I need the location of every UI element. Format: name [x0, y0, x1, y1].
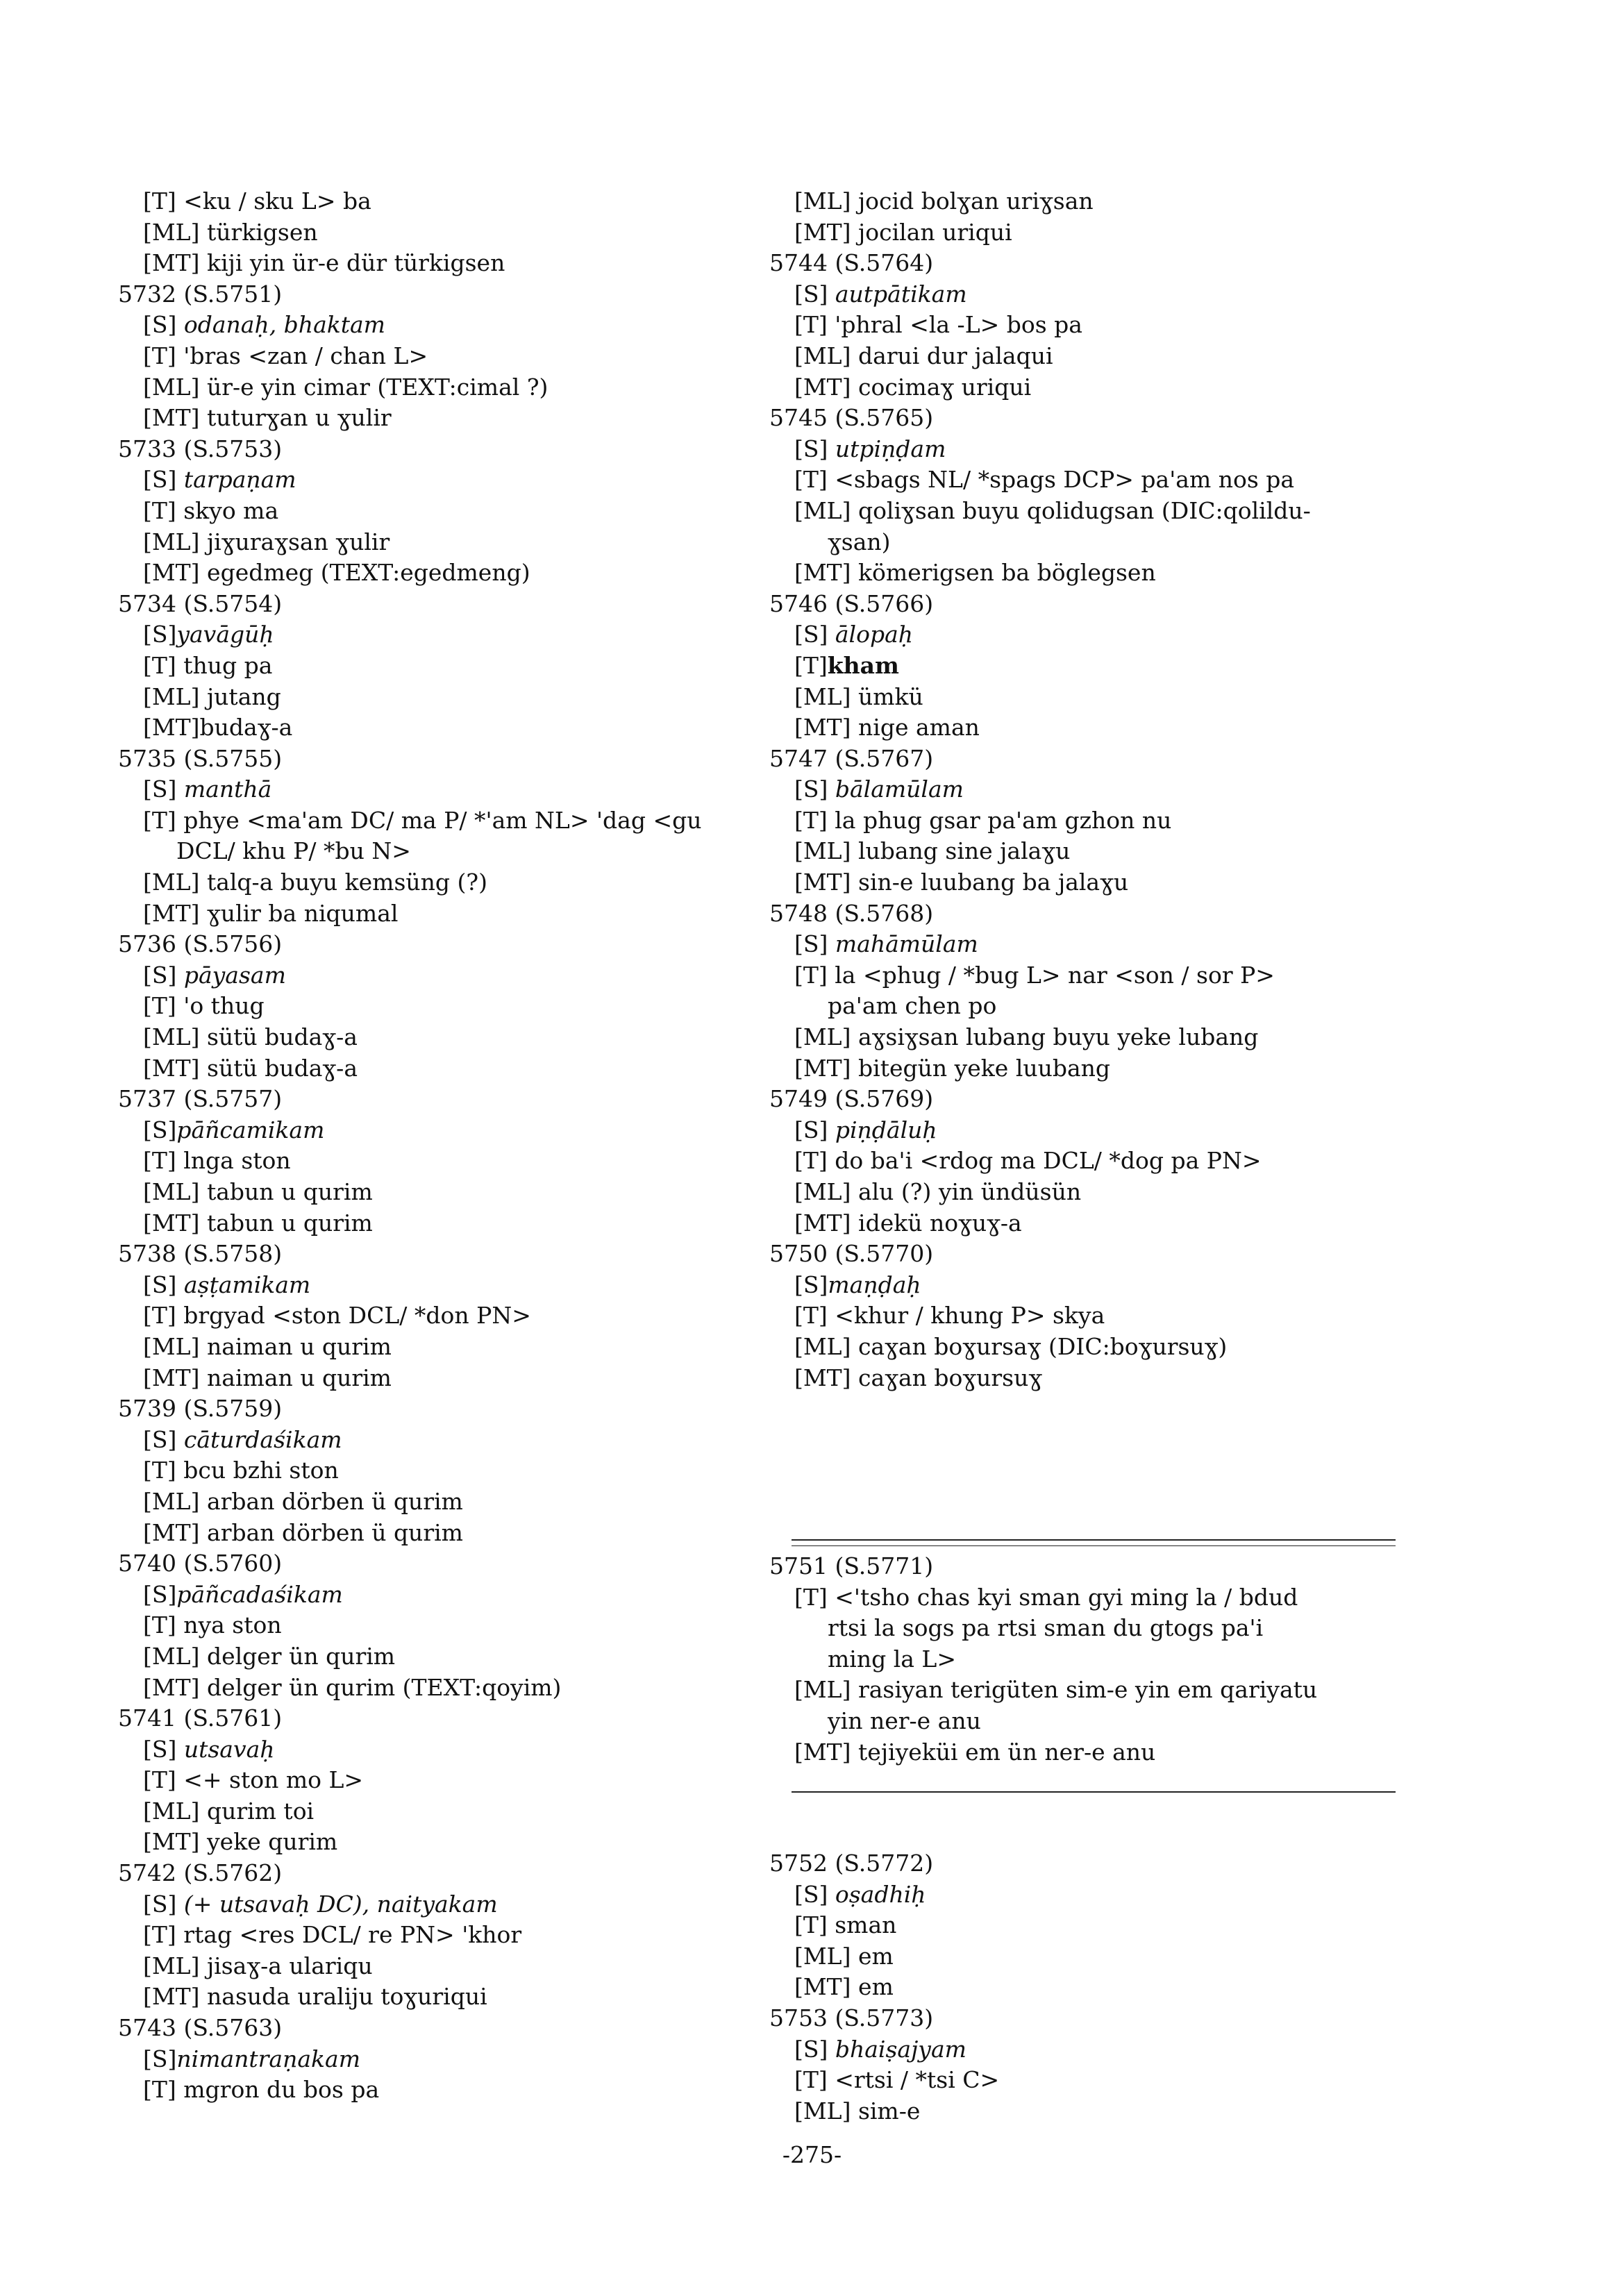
entry-text: [MT] nasuda uraliju toɣuriqui [143, 1983, 487, 2011]
entry-text: [T] [794, 651, 828, 679]
entry-text: [MT] cocimaɣ uriqui [794, 373, 1032, 401]
entry-text: [MT] arban dörben ü qurim [143, 1518, 463, 1546]
entry-number [118, 1393, 757, 1425]
entry-text: [ML] qoliɣsan buyu qolidugsan (DIC:qolildu- [794, 496, 1311, 524]
entry-text: [T] thug pa [143, 651, 273, 679]
entry-line [118, 527, 757, 558]
entry-line [118, 1734, 757, 1766]
entry-text: 5751 (S.5771) [769, 1552, 934, 1579]
entry-text: [MT]budaɣ-a [143, 714, 293, 741]
entry-line [769, 2065, 999, 2096]
entry-number [118, 279, 757, 310]
sanskrit-term: utpiṇḍam [835, 435, 946, 462]
entry-text: 5737 (S.5757) [118, 1085, 283, 1113]
entry-text: [T] lnga ston [143, 1147, 291, 1175]
entry-text: [ML] delger ün qurim [143, 1642, 396, 1670]
entry-text: [S] [143, 1116, 177, 1143]
entry-text: [S] [143, 311, 184, 339]
entry-number [769, 898, 1408, 930]
entry-text: [T] la phug gsar pa'am gzhon nu [794, 806, 1172, 834]
entry-text: [T] skyo ma [143, 496, 279, 524]
entry-text: [MT] jocilan uriqui [794, 218, 1012, 246]
entry-text: [MT] caɣan boɣursuɣ [794, 1364, 1043, 1391]
entry-line [769, 279, 1408, 310]
entry-number [769, 248, 1408, 279]
sanskrit-term: utsavaḥ [183, 1735, 275, 1763]
entry-number [769, 2003, 999, 2034]
entry-text: [ML] tabun u qurim [143, 1178, 373, 1205]
entry-line [769, 186, 1408, 217]
entry-text: pa'am chen po [828, 992, 997, 1020]
entry-line [118, 682, 757, 713]
entry-text: 5736 (S.5756) [118, 930, 283, 958]
entry-text: [MT] naiman u qurim [143, 1364, 392, 1391]
entry-text: 5747 (S.5767) [769, 744, 934, 772]
entry-line [118, 712, 757, 744]
entry-text: [S] [143, 1425, 184, 1453]
entry-text: [S] [794, 1880, 835, 1908]
entry-line [118, 217, 757, 249]
entry-text: [ML] qurim toi [143, 1797, 315, 1825]
entry-text: [T] rtag <res DCL/ re PN> 'khor [143, 1921, 522, 1949]
entry-line [769, 341, 1408, 372]
entry-continuation [769, 1613, 1317, 1644]
entry-line [769, 1879, 999, 1911]
entry-text: 5745 (S.5765) [769, 404, 934, 432]
entry-line [769, 1363, 1408, 1394]
entry-text: [MT] kiji yin ür-e dür türkigsen [143, 249, 505, 277]
entry-text: 5732 (S.5751) [118, 280, 283, 308]
entry-text: [S] [794, 280, 835, 308]
sanskrit-term: maṇḍaḥ [828, 1271, 921, 1298]
sanskrit-term: cāturdaśikam [183, 1425, 342, 1453]
entry-line [118, 1115, 757, 1146]
entry-line [769, 434, 1408, 465]
entry-text: [T] <sbags NL/ *spags DCP> pa'am nos pa [794, 466, 1295, 494]
right-column-top [769, 186, 1408, 1393]
entry-number [769, 589, 1408, 620]
entry-line [769, 1941, 999, 1972]
entry-line [118, 2075, 757, 2106]
entry-line [769, 682, 1408, 713]
entry-line [769, 1053, 1408, 1084]
entry-text: yin ner-e anu [828, 1707, 981, 1734]
entry-line [118, 1641, 757, 1673]
entry-text: [T] <rtsi / *tsi C> [794, 2066, 1000, 2094]
entry-text: [T] <khur / khung P> skya [794, 1302, 1105, 1330]
entry-line [118, 310, 757, 341]
entry-line [118, 1363, 757, 1394]
entry-text: [MT] idekü noɣuɣ-a [794, 1209, 1022, 1237]
entry-text: [MT] ɣulir ba niqumal [143, 899, 399, 927]
sanskrit-term: pāñcamikam [176, 1116, 325, 1143]
entry-line [769, 1022, 1408, 1053]
sanskrit-term: nimantraṇakam [176, 2045, 360, 2072]
entry-line [769, 2096, 999, 2127]
entry-text: DCL/ khu P/ *bu N> [176, 837, 411, 865]
entry-line [118, 1425, 757, 1456]
entry-line [769, 464, 1408, 496]
entry-text: [ML] jisaɣ-a ulariqu [143, 1952, 373, 1979]
entry-text: [S] [794, 621, 835, 648]
entry-number [769, 403, 1408, 434]
entry-text: [ML] jocid bolɣan uriɣsan [794, 187, 1094, 215]
sanskrit-term: (+ utsavaḥ DC), naityakam [183, 1890, 498, 1918]
entry-line [118, 341, 757, 372]
entry-text: [MT] tejiyeküi em ün ner-e anu [794, 1738, 1156, 1766]
entry-text: 5752 (S.5772) [769, 1850, 934, 1877]
entry-line [118, 1981, 757, 2013]
entry-line [769, 558, 1408, 589]
entry-number [118, 1703, 757, 1734]
entry-line [118, 1579, 757, 1611]
entry-continuation [769, 1644, 1317, 1675]
sanskrit-term: pāñcadaśikam [176, 1580, 343, 1608]
entry-line [769, 1115, 1408, 1146]
entry-line [769, 867, 1408, 898]
entry-line [769, 774, 1408, 805]
entry-line [769, 805, 1408, 837]
entry-line [118, 991, 757, 1022]
entry-line [118, 558, 757, 589]
entry-text: [ML] sütü budaɣ-a [143, 1023, 358, 1051]
entry-text: [ML] jiɣuraɣsan ɣulir [143, 528, 390, 555]
entry-text: ming la L> [828, 1645, 956, 1673]
entry-text: [T] <'tsho chas kyi sman gyi ming la / bdud [794, 1583, 1298, 1611]
entry-text: [S] [143, 1735, 184, 1763]
sanskrit-term: manthā [183, 776, 272, 803]
entry-line [118, 1610, 757, 1641]
boxed-entry [769, 1551, 1317, 1768]
entry-line [118, 1177, 757, 1208]
entry-text: [ML] naiman u qurim [143, 1332, 392, 1360]
entry-text: [ML] sim-e [794, 2097, 921, 2125]
entry-number [118, 2013, 757, 2044]
entry-line [118, 1796, 757, 1827]
entry-line [769, 1910, 999, 1941]
entry-line [118, 372, 757, 403]
entry-number [769, 1551, 1317, 1582]
entry-line [769, 1146, 1408, 1177]
entry-line [769, 496, 1408, 527]
entry-line [769, 1582, 1317, 1614]
sanskrit-term: bālamūlam [835, 776, 964, 803]
entry-line [118, 248, 757, 279]
section-rule-top [792, 1539, 1396, 1541]
entry-line [118, 1486, 757, 1518]
sanskrit-term: aṣṭamikam [183, 1271, 311, 1298]
entry-text: 5742 (S.5762) [118, 1859, 283, 1887]
entry-line [118, 1455, 757, 1486]
entry-line [769, 372, 1408, 403]
entry-line [118, 1920, 757, 1951]
entry-text: [S] [143, 1271, 184, 1298]
entry-text: [S] [143, 776, 184, 803]
entry-text: [ML] türkigsen [143, 218, 318, 246]
entry-line [769, 1208, 1408, 1239]
entry-number [769, 1848, 999, 1879]
entry-continuation [769, 991, 1408, 1022]
entry-text: [T] brgyad <ston DCL/ *don PN> [143, 1302, 531, 1330]
left-column [118, 186, 757, 2106]
entry-number [118, 1858, 757, 1889]
entry-line [769, 1300, 1408, 1332]
entry-line [118, 1146, 757, 1177]
entry-text: [S] [143, 1580, 177, 1608]
sanskrit-term: autpātikam [835, 280, 967, 308]
entry-text: 5744 (S.5764) [769, 249, 934, 277]
entry-text: [S] [794, 2035, 835, 2063]
entry-line [118, 651, 757, 682]
sanskrit-term: odanaḥ, bhaktam [183, 311, 385, 339]
entry-text: [S] [143, 466, 184, 494]
sanskrit-term: bhaiṣajyam [835, 2035, 966, 2063]
entry-text: [S] [794, 776, 835, 803]
entry-line [769, 1332, 1408, 1363]
entry-number [769, 1084, 1408, 1115]
entry-text: 5750 (S.5770) [769, 1240, 934, 1268]
entry-text: [ML] alu (?) yin ündüsün [794, 1178, 1082, 1205]
entry-text: [T] do ba'i <rdog ma DCL/ *dog pa PN> [794, 1147, 1262, 1175]
entry-text: [S] [143, 621, 177, 648]
entry-line [769, 712, 1408, 744]
entry-text: [ML] ümkü [794, 682, 923, 710]
entry-line [769, 619, 1408, 651]
entry-text: 5738 (S.5758) [118, 1240, 283, 1268]
entry-line [118, 805, 757, 837]
entry-line [118, 1208, 757, 1239]
entry-line [118, 1673, 757, 1704]
entry-line [118, 867, 757, 898]
entry-text: [MT] sin-e luubang ba jalaɣu [794, 869, 1129, 896]
sanskrit-term: pāyasam [183, 961, 286, 989]
entry-continuation [769, 1706, 1317, 1737]
entry-text: ɣsan) [828, 528, 891, 555]
entry-text: 5740 (S.5760) [118, 1550, 283, 1577]
entry-text: [MT] em [794, 1973, 894, 2001]
entry-text: [ML] ür-e yin cimar (TEXT:cimal ?) [143, 373, 549, 401]
sanskrit-term: tarpaṇam [183, 466, 296, 494]
entry-text: [T] <+ ston mo L> [143, 1766, 364, 1794]
entry-line [769, 2034, 999, 2065]
entry-line [769, 1737, 1317, 1768]
entry-text: [T] phye <ma'am DC/ ma P/ *'am NL> 'dag <gu [143, 806, 702, 834]
entry-text: [T] la <phug / *bug L> nar <son / sor P> [794, 961, 1275, 989]
entry-text: 5748 (S.5768) [769, 899, 934, 927]
entry-number [769, 744, 1408, 775]
entry-text: [S] [794, 930, 835, 958]
right-column-bottom [769, 1848, 999, 2127]
entry-number [118, 929, 757, 960]
entry-number [769, 1239, 1408, 1270]
entry-line [118, 464, 757, 496]
sanskrit-term: ālopaḥ [835, 621, 914, 648]
entry-line [118, 2044, 757, 2075]
entry-text: [T] 'bras <zan / chan L> [143, 342, 428, 369]
section-rule-top-thin [792, 1545, 1396, 1546]
entry-text: 5734 (S.5754) [118, 589, 283, 617]
entry-text: [MT] sütü budaɣ-a [143, 1054, 358, 1082]
entry-number [118, 1548, 757, 1579]
entry-line [118, 1270, 757, 1301]
entry-line [118, 1518, 757, 1549]
sanskrit-term: piṇḍāluḥ [835, 1116, 937, 1143]
entry-line [118, 960, 757, 991]
entry-text: 5741 (S.5761) [118, 1704, 283, 1732]
entry-text: [T] mgron du bos pa [143, 2076, 380, 2104]
entry-line [118, 403, 757, 434]
entry-text: [S] [143, 961, 184, 989]
entry-text: [MT] egedmeg (TEXT:egedmeng) [143, 559, 530, 587]
entry-line [118, 1332, 757, 1363]
entry-text: 5743 (S.5763) [118, 2014, 283, 2042]
entry-line [118, 774, 757, 805]
entry-text: [T] nya ston [143, 1611, 282, 1639]
entry-number [118, 744, 757, 775]
entry-text: 5739 (S.5759) [118, 1395, 283, 1423]
entry-continuation [769, 527, 1408, 558]
entry-line [118, 1053, 757, 1084]
entry-text: [S] [794, 1271, 828, 1298]
entry-text: [ML] lubang sine jalaɣu [794, 837, 1071, 865]
entry-text: [MT] yeke qurim [143, 1828, 338, 1856]
entry-text: [T] sman [794, 1911, 897, 1939]
entry-line [769, 836, 1408, 867]
entry-line [118, 186, 757, 217]
entry-text: 5733 (S.5753) [118, 435, 283, 462]
entry-text: 5749 (S.5769) [769, 1085, 934, 1113]
entry-text: 5746 (S.5766) [769, 589, 934, 617]
entry-line [769, 1270, 1408, 1301]
entry-text: [T] 'phral <la -L> bos pa [794, 311, 1082, 339]
entry-text: rtsi la sogs pa rtsi sman du gtogs pa'i [828, 1614, 1264, 1642]
entry-line [118, 496, 757, 527]
entry-text: [MT] tuturɣan u ɣulir [143, 404, 392, 432]
entry-text: 5735 (S.5755) [118, 744, 283, 772]
entry-text: [ML] aɣsiɣsan lubang buyu yeke lubang [794, 1023, 1259, 1051]
entry-number [118, 1084, 757, 1115]
entry-text: [ML] caɣan boɣursaɣ (DIC:boɣursuɣ) [794, 1332, 1228, 1360]
entry-line [118, 1951, 757, 1982]
section-rule-bottom [792, 1791, 1396, 1793]
entry-text: [T] 'o thug [143, 992, 265, 1020]
entry-line [118, 1765, 757, 1796]
sanskrit-term: yavāgūḥ [176, 621, 274, 648]
entry-text: 5753 (S.5773) [769, 2004, 934, 2031]
entry-text: [MT] kömerigsen ba böglegsen [794, 559, 1156, 587]
entry-line [769, 1972, 999, 2003]
tibetan-term: kham [827, 651, 899, 679]
entry-line [769, 1675, 1317, 1706]
entry-line [118, 1022, 757, 1053]
sanskrit-term: oṣadhiḥ [835, 1880, 926, 1908]
entry-line [118, 1300, 757, 1332]
entry-line [769, 310, 1408, 341]
entry-text: [ML] em [794, 1942, 894, 1970]
entry-text: [S] [794, 435, 835, 462]
entry-text: [ML] talq-a buyu kemsüng (?) [143, 869, 487, 896]
entry-text: [T] bcu bzhi ston [143, 1457, 339, 1484]
entry-line [769, 929, 1408, 960]
page-number: -275- [782, 2141, 842, 2168]
entry-line [769, 960, 1408, 991]
entry-line [118, 1827, 757, 1858]
entry-text: [S] [794, 1116, 835, 1143]
entry-line [118, 619, 757, 651]
entry-line [769, 217, 1408, 249]
entry-line [769, 1177, 1408, 1208]
entry-text: [MT] bitegün yeke luubang [794, 1054, 1111, 1082]
entry-number [118, 434, 757, 465]
entry-line [118, 898, 757, 930]
entry-text: [T] <ku / sku L> ba [143, 187, 371, 215]
entry-line [769, 651, 1408, 682]
entry-text: [MT] delger ün qurim (TEXT:qoyim) [143, 1673, 562, 1701]
entry-number [118, 589, 757, 620]
entry-text: [S] [143, 2045, 177, 2072]
entry-text: [S] [143, 1890, 184, 1918]
entry-text: [MT] tabun u qurim [143, 1209, 373, 1237]
entry-text: [ML] darui dur jalaqui [794, 342, 1053, 369]
entry-text: [ML] jutang [143, 682, 281, 710]
entry-line [118, 1889, 757, 1920]
entry-continuation [118, 836, 757, 867]
entry-text: [ML] arban dörben ü qurim [143, 1487, 463, 1515]
entry-number [118, 1239, 757, 1270]
entry-text: [MT] nige aman [794, 714, 980, 741]
sanskrit-term: mahāmūlam [835, 930, 978, 958]
entry-text: [ML] rasiyan terigüten sim-e yin em qariyatu [794, 1676, 1318, 1704]
